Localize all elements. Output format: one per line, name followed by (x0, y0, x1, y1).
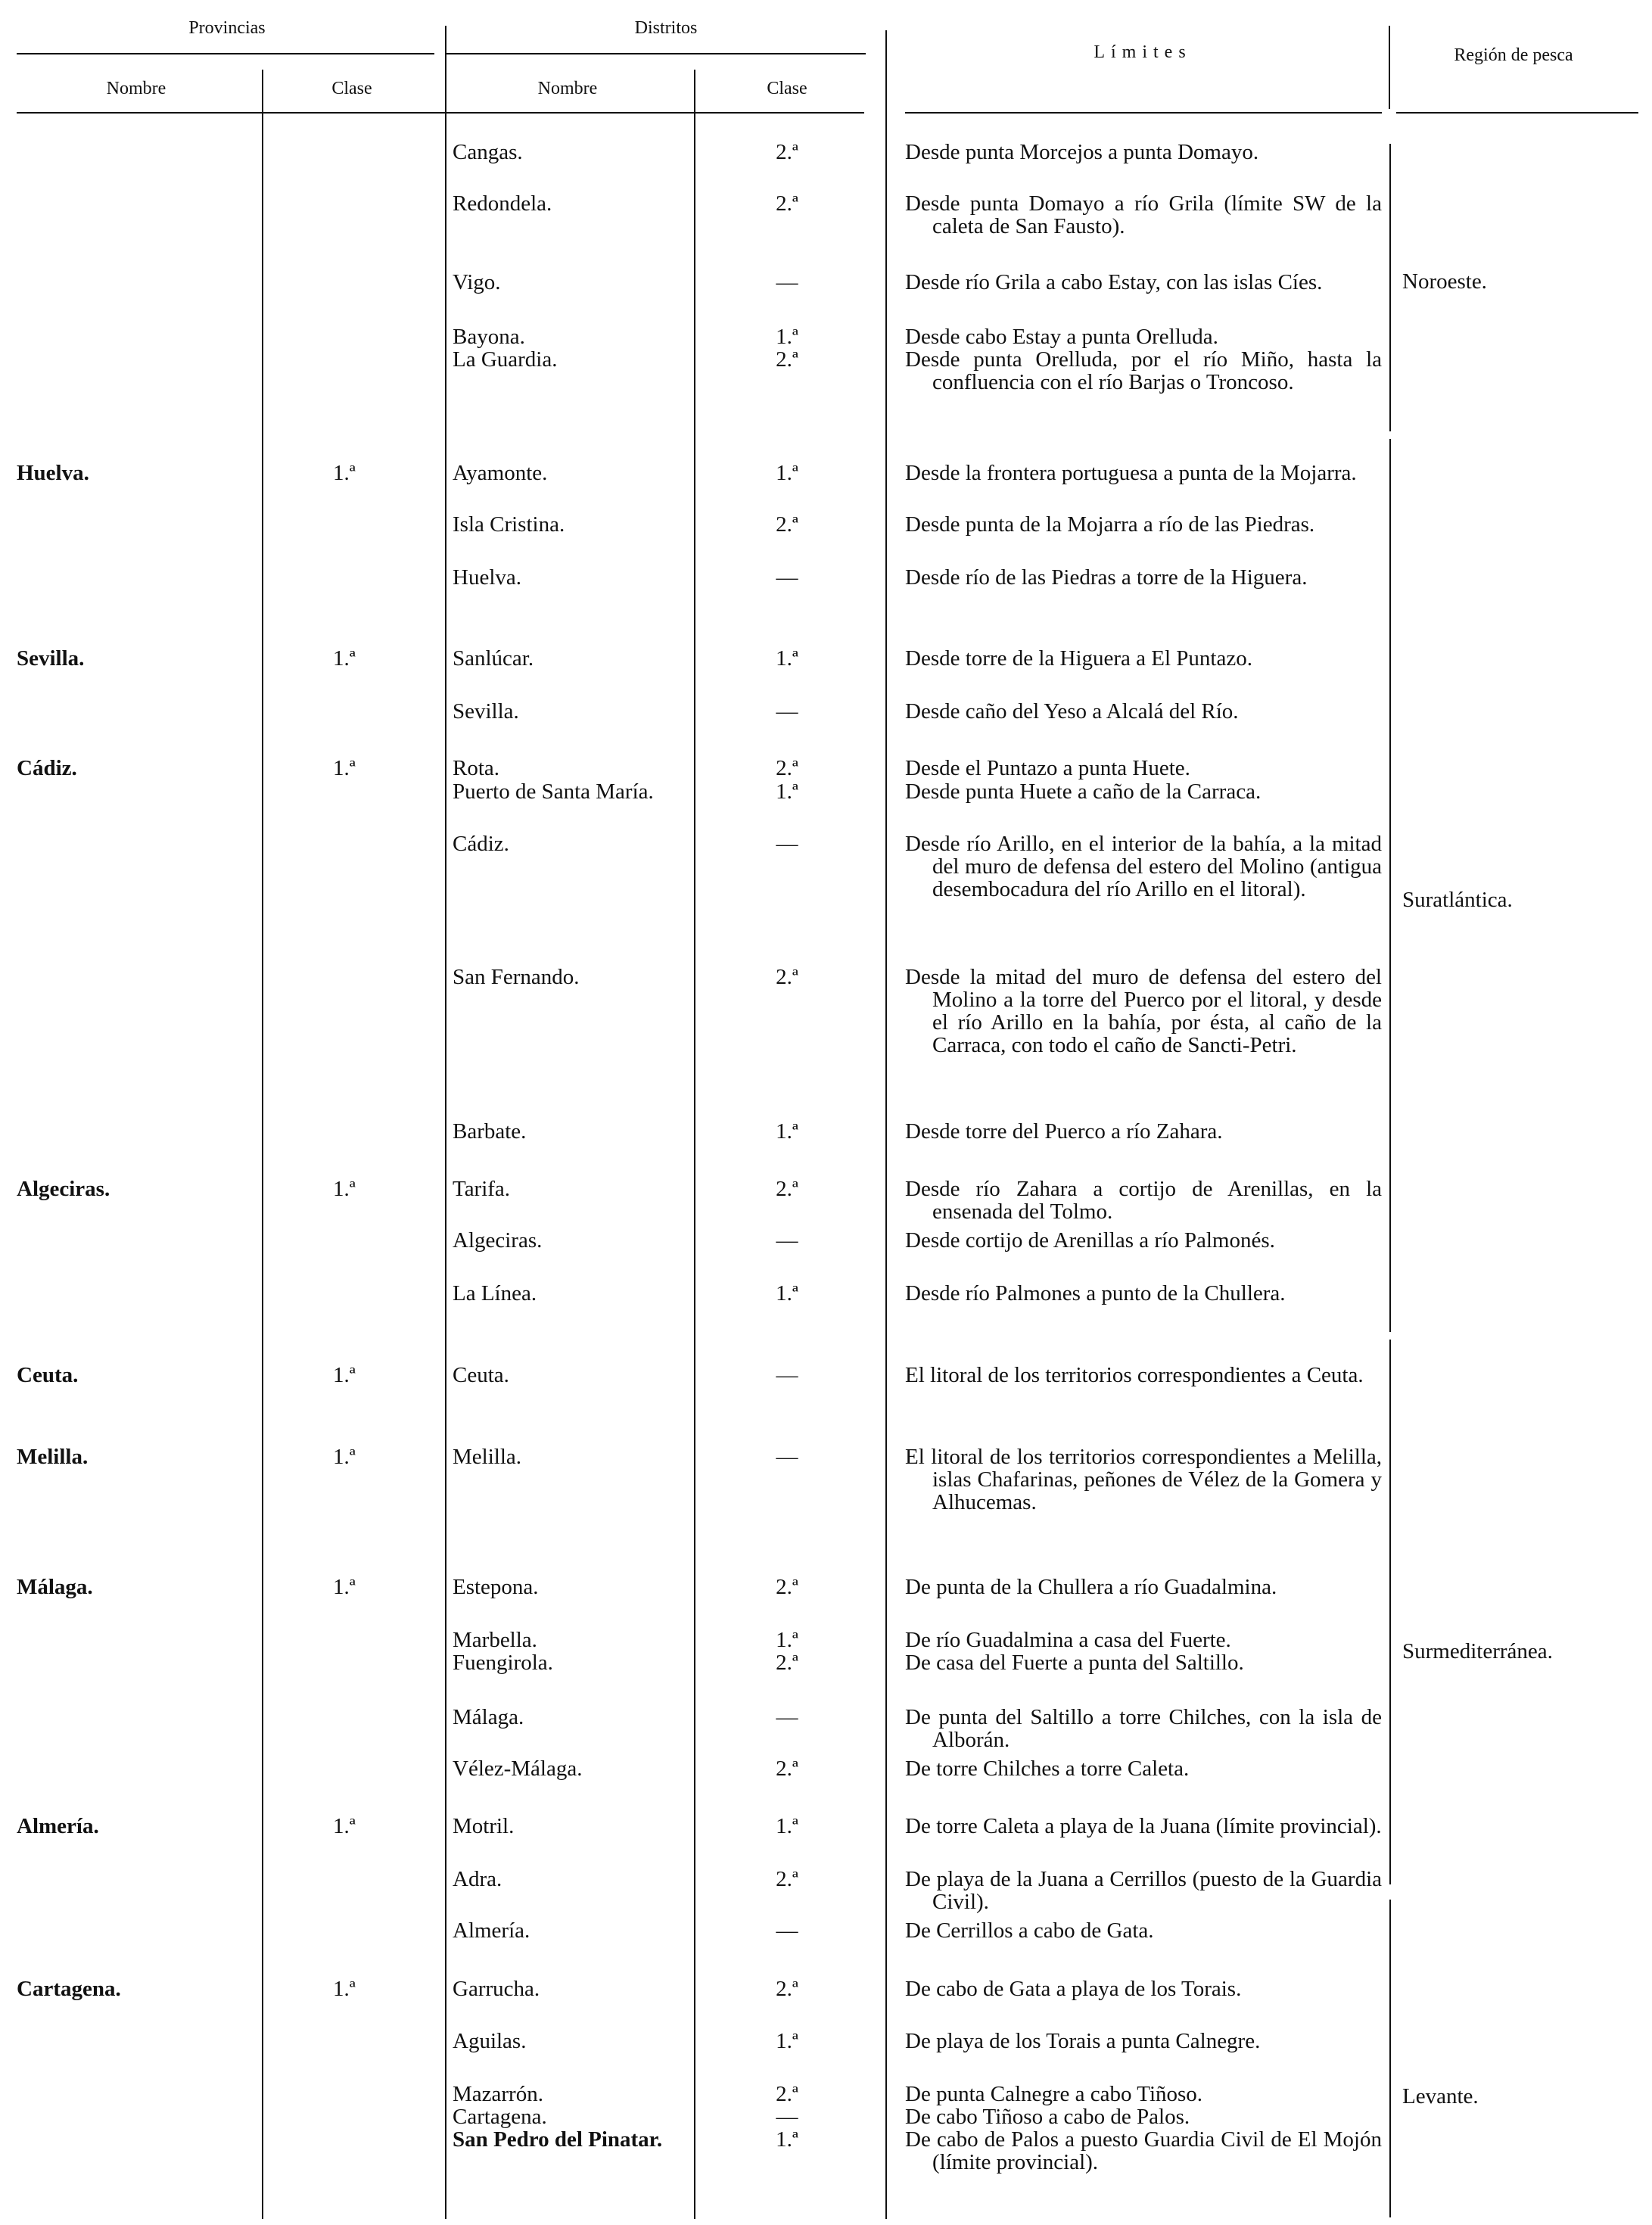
district-name: San Pedro del Pinatar. (453, 2127, 663, 2152)
province-name: Cartagena. (17, 1977, 121, 2001)
district-name: Garrucha. (453, 1977, 540, 2001)
district-limits: Desde cabo Estay a punta Orelluda. (905, 325, 1218, 349)
province-name: Ceuta. (17, 1363, 79, 1387)
region-label: Suratlántica. (1402, 888, 1513, 912)
district-limits: De Cerrillos a cabo de Gata. (905, 1918, 1154, 1943)
district-limits: Desde punta Huete a caño de la Carraca. (905, 780, 1262, 804)
province-class: 1.ª (333, 1177, 356, 1201)
col-rule-4 (885, 30, 887, 2219)
district-limits: De playa de la Juana a Cerrillos (puesto de la Guardia Civil). (905, 1867, 1382, 1914)
header-region: Región de pesca (1454, 45, 1573, 65)
district-limits: De cabo de Palos a puesto Guardia Civil de El Mojón (límite provincial). (905, 2127, 1382, 2174)
province-class: 1.ª (333, 1363, 356, 1387)
district-name: La Línea. (453, 1281, 537, 1305)
district-limits: Desde punta Orelluda, por el río Miño, hasta la confluencia con el río Barjas o Troncoso. (905, 347, 1382, 394)
province-class: 1.ª (333, 756, 356, 780)
district-class: 2.ª (776, 512, 798, 537)
district-class: — (776, 565, 798, 590)
province-class: 1.ª (333, 1977, 356, 2001)
district-class: — (776, 699, 798, 724)
header-prov-nombre: Nombre (106, 79, 166, 98)
district-name: Mazarrón. (453, 2082, 543, 2106)
district-limits: De punta de la Chullera a río Guadalmina. (905, 1575, 1277, 1599)
district-class: 1.ª (776, 1119, 798, 1144)
district-class: — (776, 1705, 798, 1729)
district-class: — (776, 1363, 798, 1387)
district-name: Vélez-Málaga. (453, 1757, 583, 1781)
province-class: 1.ª (333, 461, 356, 485)
district-class: 2.ª (776, 2082, 798, 2106)
district-limits: De cabo Tiñoso a cabo de Palos. (905, 2105, 1190, 2129)
district-class: 2.ª (776, 965, 798, 989)
province-name: Algeciras. (17, 1177, 110, 1201)
district-class: 1.ª (776, 1628, 798, 1652)
district-name: Sanlúcar. (453, 646, 534, 671)
province-name: Huelva. (17, 461, 89, 485)
district-class: 2.ª (776, 1575, 798, 1599)
district-limits: De torre Caleta a playa de la Juana (límite provincial). (905, 1814, 1382, 1838)
district-limits: De río Guadalmina a casa del Fuerte. (905, 1628, 1231, 1652)
header-dist-nombre: Nombre (537, 79, 598, 98)
district-class: — (776, 1228, 798, 1253)
district-name: Huelva. (453, 565, 521, 590)
district-limits: Desde río de las Piedras a torre de la Higuera. (905, 565, 1308, 590)
province-name: Cádiz. (17, 756, 77, 780)
district-limits: De punta Calnegre a cabo Tiñoso. (905, 2082, 1203, 2106)
district-name: Algeciras. (453, 1228, 543, 1253)
district-class: — (776, 270, 798, 294)
col-rule-1 (262, 70, 263, 2219)
col-rule-5 (1389, 26, 1390, 109)
district-class: 1.ª (776, 2127, 798, 2152)
region-label: Noroeste. (1402, 269, 1487, 294)
district-name: Estepona. (453, 1575, 539, 1599)
district-class: 1.ª (776, 461, 798, 485)
district-limits: Desde río Palmones a punto de la Chullera. (905, 1281, 1286, 1305)
district-name: Adra. (453, 1867, 502, 1891)
district-name: Almería. (453, 1918, 530, 1943)
province-class: 1.ª (333, 1575, 356, 1599)
province-name: Málaga. (17, 1575, 93, 1599)
header-limites: Límites (1094, 42, 1192, 62)
district-name: Isla Cristina. (453, 512, 565, 537)
district-limits: Desde el Puntazo a punta Huete. (905, 756, 1190, 780)
district-class: 2.ª (776, 1867, 798, 1891)
district-class: 2.ª (776, 1757, 798, 1781)
district-class: 1.ª (776, 325, 798, 349)
district-class: — (776, 1445, 798, 1469)
district-name: Ayamonte. (453, 461, 548, 485)
district-name: Aguilas. (453, 2029, 527, 2053)
province-name: Melilla. (17, 1445, 89, 1469)
district-name: Redondela. (453, 191, 552, 216)
district-class: — (776, 832, 798, 856)
district-limits: Desde torre de la Higuera a El Puntazo. (905, 646, 1252, 671)
district-class: 2.ª (776, 191, 798, 216)
header-distritos: Distritos (634, 18, 698, 38)
province-name: Almería. (17, 1814, 99, 1838)
header-provincias: Provincias (188, 18, 266, 38)
district-limits: De punta del Saltillo a torre Chilches, con la isla de Alborán. (905, 1705, 1382, 1752)
brace-surmediterranea (1379, 1340, 1391, 1884)
district-name: Motril. (453, 1814, 515, 1838)
district-limits: De casa del Fuerte a punta del Saltillo. (905, 1651, 1244, 1675)
district-name: Cangas. (453, 140, 523, 164)
district-name: Fuengirola. (453, 1651, 553, 1675)
district-name: Málaga. (453, 1705, 524, 1729)
region-label: Surmediterránea. (1402, 1639, 1553, 1663)
district-limits: Desde río Zahara a cortijo de Arenillas, en la ensenada del Tolmo. (905, 1177, 1382, 1224)
district-name: Tarifa. (453, 1177, 511, 1201)
district-name: San Fernando. (453, 965, 580, 989)
district-name: Ceuta. (453, 1363, 509, 1387)
rule-provincias (17, 53, 434, 54)
district-name: Cartagena. (453, 2105, 547, 2129)
district-name: Rota. (453, 756, 500, 780)
district-class: 2.ª (776, 1177, 798, 1201)
district-class: 1.ª (776, 1814, 798, 1838)
province-class: 1.ª (333, 646, 356, 671)
district-limits: Desde la frontera portuguesa a punta de la Mojarra. (905, 461, 1357, 485)
district-limits: El litoral de los territorios correspondientes a Ceuta. (905, 1363, 1364, 1387)
province-class: 1.ª (333, 1445, 356, 1469)
col-rule-3 (694, 70, 695, 2219)
rule-header-bottom-left (17, 112, 864, 114)
district-class: 2.ª (776, 1651, 798, 1675)
district-limits: Desde la mitad del muro de defensa del estero del Molino a la torre del Puerco por el litoral, y desde el río Arillo en la bahía, por ésta, al caño de la Carraca, con todo el caño de Sancti-Petri. (905, 965, 1382, 1057)
district-name: Barbate. (453, 1119, 527, 1144)
district-limits: Desde punta Domayo a río Grila (límite SW de la caleta de San Fausto). (905, 191, 1382, 238)
province-name: Sevilla. (17, 646, 85, 671)
district-name: Vigo. (453, 270, 501, 294)
district-limits: Desde punta Morcejos a punta Domayo. (905, 140, 1259, 164)
rule-header-bottom-region (1396, 112, 1638, 114)
rule-distritos (446, 53, 866, 54)
district-class: 1.ª (776, 1281, 798, 1305)
district-name: Puerto de Santa María. (453, 780, 654, 804)
district-limits: De playa de los Torais a punta Calnegre. (905, 2029, 1261, 2053)
district-class: 1.ª (776, 780, 798, 804)
district-limits: Desde río Grila a cabo Estay, con las islas Cíes. (905, 270, 1323, 294)
district-limits: Desde caño del Yeso a Alcalá del Río. (905, 699, 1239, 724)
district-class: 2.ª (776, 140, 798, 164)
district-name: Bayona. (453, 325, 525, 349)
district-class: 1.ª (776, 646, 798, 671)
district-limits: De cabo de Gata a playa de los Torais. (905, 1977, 1242, 2001)
district-limits: Desde cortijo de Arenillas a río Palmonés. (905, 1228, 1275, 1253)
district-name: Sevilla. (453, 699, 519, 724)
col-rule-2 (445, 26, 446, 2219)
district-name: Marbella. (453, 1628, 537, 1652)
district-limits: Desde punta de la Mojarra a río de las Piedras. (905, 512, 1315, 537)
district-name: La Guardia. (453, 347, 558, 372)
district-name: Cádiz. (453, 832, 509, 856)
district-class: — (776, 2105, 798, 2129)
district-class: 2.ª (776, 756, 798, 780)
rule-header-bottom-limites (905, 112, 1382, 114)
district-name: Melilla. (453, 1445, 522, 1469)
district-limits: El litoral de los territorios correspondientes a Melilla, islas Chafarinas, peñones de Vélez de la Gomera y Alhucemas. (905, 1445, 1382, 1514)
district-class: 2.ª (776, 1977, 798, 2001)
district-limits: Desde río Arillo, en el interior de la bahía, a la mitad del muro de defensa del estero del Molino (antigua desembocadura del río Arillo en el litoral). (905, 832, 1382, 901)
district-class: 2.ª (776, 347, 798, 372)
district-class: — (776, 1918, 798, 1943)
province-class: 1.ª (333, 1814, 356, 1838)
region-label: Levante. (1402, 2084, 1479, 2108)
header-prov-clase: Clase (331, 79, 372, 98)
district-limits: De torre Chilches a torre Caleta. (905, 1757, 1190, 1781)
header-dist-clase: Clase (767, 79, 807, 98)
district-class: 1.ª (776, 2029, 798, 2053)
district-limits: Desde torre del Puerco a río Zahara. (905, 1119, 1223, 1144)
